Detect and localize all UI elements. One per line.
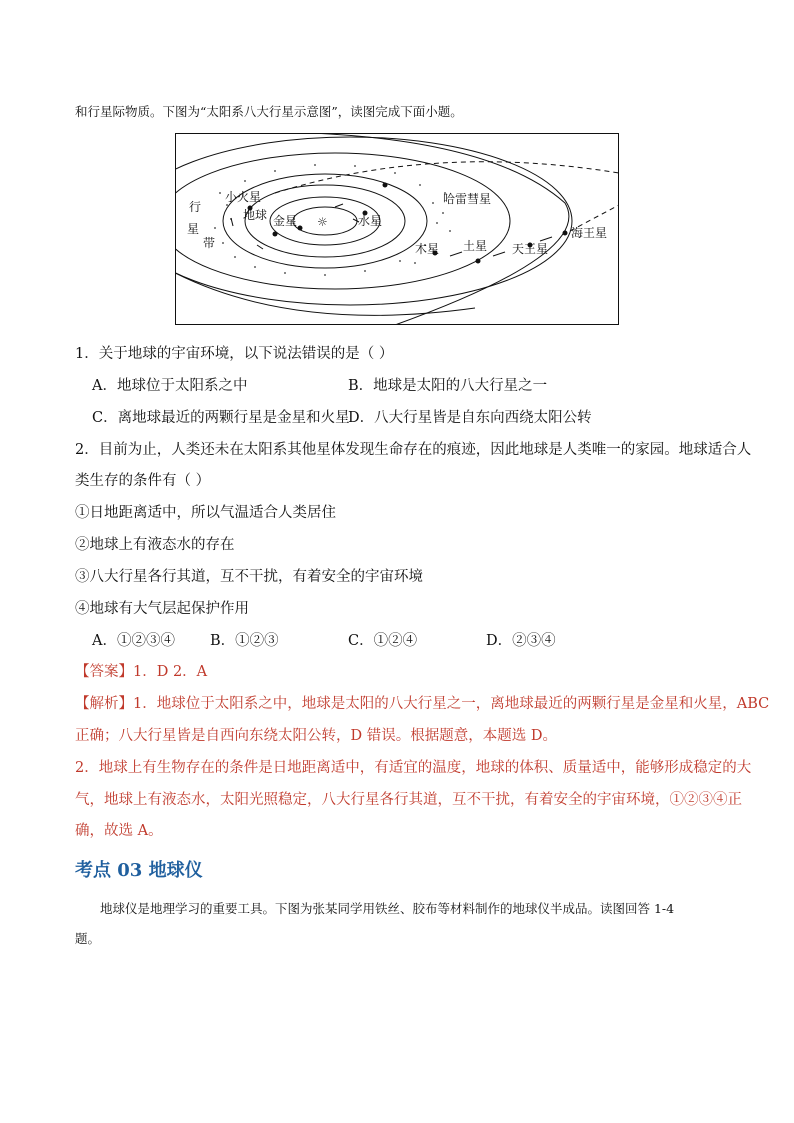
q1-option-d: D．八大行星皆是自东向西绕太阳公转 xyxy=(348,410,592,426)
belt-label-2: 星 xyxy=(187,222,200,236)
saturn-label: 土星 xyxy=(463,239,488,253)
analysis-line-4: 气，地球上有液态水，太阳光照稳定，八大行星各行其道，互不干扰，有着安全的宇宙环境，①②③④正 xyxy=(75,792,742,808)
belt-label-1: 行 xyxy=(189,200,202,214)
q1-option-b: B．地球是太阳的八大行星之一 xyxy=(348,378,548,394)
q2-option-c: C．①②④ xyxy=(348,633,418,649)
q2-condition-1: ①日地距离适中，所以气温适合人类居住 xyxy=(75,505,336,521)
analysis-tag: 【解析】 xyxy=(75,696,133,712)
q1-stem: 1．关于地球的宇宙环境，以下说法错误的是（ ） xyxy=(75,346,394,362)
venus-label: 金星 xyxy=(273,214,298,228)
q2-option-a: A．①②③④ xyxy=(92,633,175,649)
neptune-label: 海王星 xyxy=(571,226,608,240)
analysis-line-1 xyxy=(75,694,769,714)
analysis-line-5: 确，故选 A。 xyxy=(75,823,163,839)
q2-condition-3: ③八大行星各行其道，互不干扰，有着安全的宇宙环境 xyxy=(75,569,423,585)
q2-stem-line-1: 2．目前为止，人类还未在太阳系其他星体发现生命存在的痕迹，因此地球是人类唯一的家园。地球适合人 xyxy=(75,442,752,458)
mercury-label: 水星 xyxy=(358,214,383,228)
jupiter-label: 木星 xyxy=(415,242,440,256)
answer-tag: 【答案】 xyxy=(75,664,133,680)
sun-icon: ☼ xyxy=(317,215,328,229)
analysis-line-2: 正确；八大行星皆是自西向东绕太阳公转，D 错误。根据题意，本题选 D。 xyxy=(75,728,557,744)
tail-line-1: 地球仪是地理学习的重要工具。下图为张某同学用铁丝、胶布等材料制作的地球仪半成品。读图回答 1-4 xyxy=(100,901,675,916)
answer-text: 1．D 2．A xyxy=(133,664,208,680)
mars-label: 小火星 xyxy=(225,190,262,204)
section-heading: 考点 03 地球仪 xyxy=(75,860,203,881)
intro-text: 和行星际物质。下图为“太阳系八大行星示意图”，读图完成下面小题。 xyxy=(75,104,463,119)
q1-option-c: C．离地球最近的两颗行星是金星和火星 xyxy=(92,410,350,426)
solar-system-diagram xyxy=(175,133,619,325)
belt-label-3: 带 xyxy=(203,236,216,250)
uranus-label: 天王星 xyxy=(512,242,549,256)
q1-option-a: A．地球位于太阳系之中 xyxy=(92,378,248,394)
q2-stem-line-2: 类生存的条件有（ ） xyxy=(75,473,211,489)
analysis-text-1: 1．地球位于太阳系之中，地球是太阳的八大行星之一，离地球最近的两颗行星是金星和火星，ABC xyxy=(133,696,770,712)
q2-option-d: D．②③④ xyxy=(486,633,556,649)
q2-condition-4: ④地球有大气层起保护作用 xyxy=(75,601,249,617)
q2-condition-2: ②地球上有液态水的存在 xyxy=(75,537,235,553)
earth-label: 地球 xyxy=(243,208,268,222)
q2-option-b: B．①②③ xyxy=(210,633,279,649)
analysis-line-3: 2．地球上有生物存在的条件是日地距离适中，有适宜的温度，地球的体积、质量适中，能够形成稳定的大 xyxy=(75,760,752,776)
tail-line-2: 题。 xyxy=(75,931,101,946)
answer-line xyxy=(75,662,207,682)
comet-label: 哈雷彗星 xyxy=(443,192,492,206)
